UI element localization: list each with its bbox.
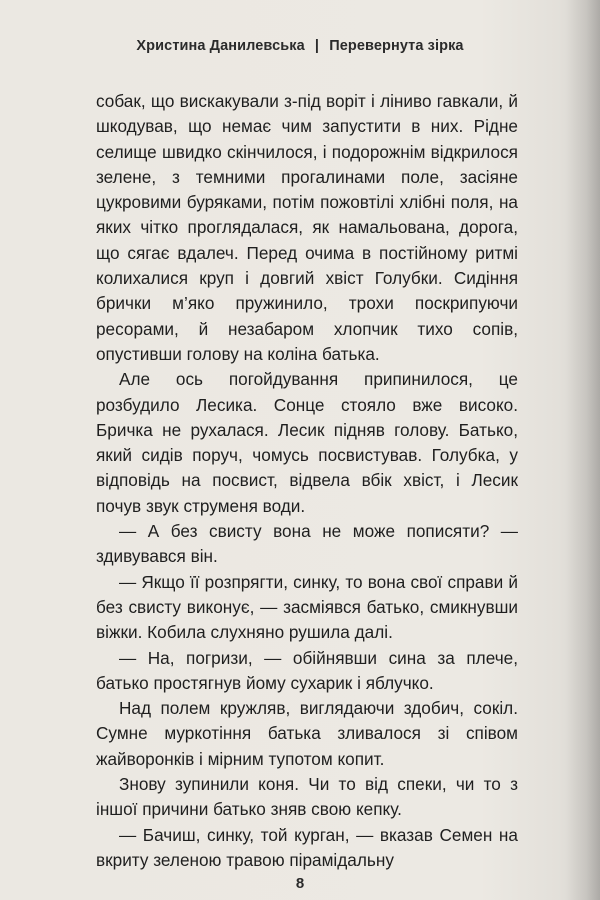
body-text xyxy=(96,89,518,873)
header-author: Христина Данилевська xyxy=(136,38,305,54)
paragraph: Знову зупинили коня. Чи то від спеки, чи то з іншої причини батько зняв свою кепку. xyxy=(96,774,518,820)
paragraph: — Бачиш, синку, той курган, — вказав Семен на вкриту зеленою травою пірамідальну xyxy=(96,824,518,870)
page-number: 8 xyxy=(295,875,305,892)
paragraph: — А без свисту вона не може пописяти? — здивувався він. xyxy=(96,521,518,567)
paragraph: — Якщо її розпрягти, синку, то вона свої справи й без свисту виконує, — засміявся батько, смикнувши віжки. Кобила слухняно рушила далі. xyxy=(96,571,518,643)
header-book-title: Перевернута зірка xyxy=(329,38,464,54)
header-separator: | xyxy=(314,38,320,54)
paragraph: собак, що вискакували з-під воріт і ліниво гавкали, й шкодував, що немає чим запустити в них. Рідне селище швидко скінчилося, і подорожнім відкрилося зелене, з темними прогалинами поле, засіяне цукровими буряками, потім пожовтілі хлібні поля, на яких чітко проглядалася, як намальована, дорога, що сягає вдалеч. Перед очима в постійному ритмі колихалися круп і довгий хвіст Голубки. Сидіння брички м’яко пружинило, трохи поскрипуючи ресорами, й незабаром хлопчик тихо сопів, опустивши голову на коліна батька. xyxy=(96,91,518,364)
running-header xyxy=(0,38,600,54)
paragraph: Над полем кружляв, виглядаючи здобич, сокіл. Сумне муркотіння батька зливалося зі співом жайворонків і мірним тупотом копит. xyxy=(96,698,518,769)
paragraph: — На, погризи, — обійнявши сина за плече, батько простягнув йому сухарик і яблучко. xyxy=(96,647,518,693)
paragraph: Але ось погойдування припинилося, це розбудило Лесика. Сонце стояло вже високо. Бричка не рухалася. Лесик підняв голову. Батько, який сидів поруч, чомусь посвистував. Голубка, у відповідь на посвист, відвела вбік хвіст, і Лесик почув звук струменя води. xyxy=(96,369,518,516)
